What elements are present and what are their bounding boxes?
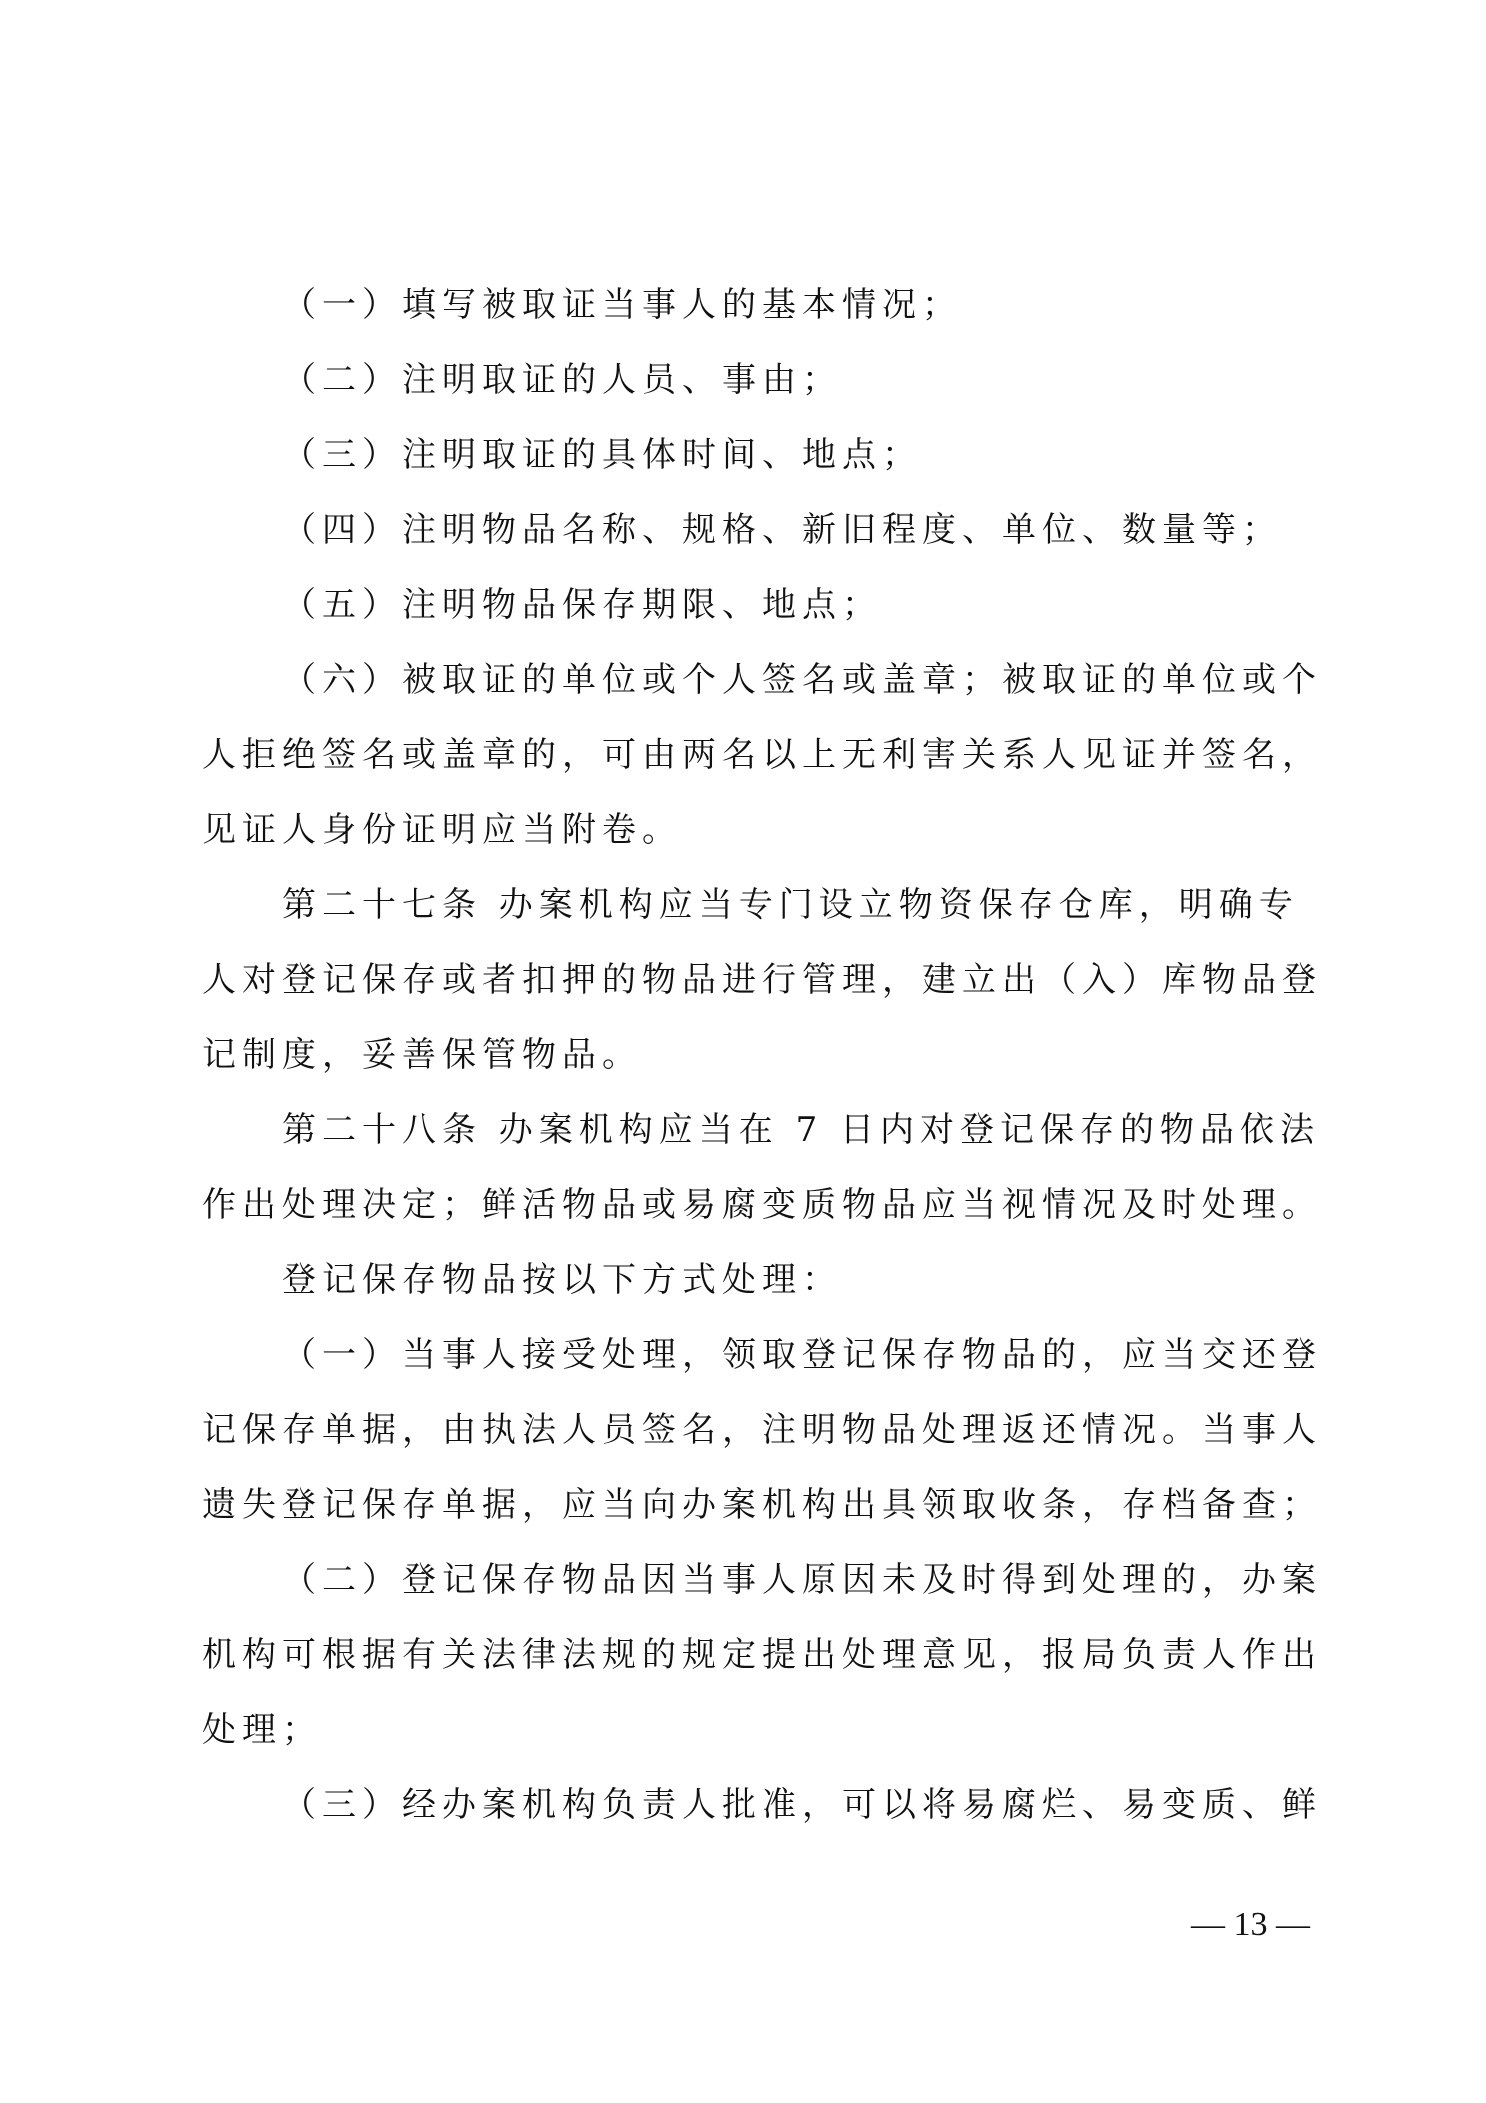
page-number: — 13 — [1191, 1906, 1310, 1943]
text-line: （三）经办案机构负责人批准，可以将易腐烂、易变质、鲜 [282, 1785, 1322, 1825]
text-line: （六）被取证的单位或个人签名或盖章；被取证的单位或个 [282, 660, 1322, 700]
text-line: 记保存单据，由执法人员签名，注明物品处理返还情况。当事人 [202, 1410, 1322, 1450]
text-line: 人对登记保存或者扣押的物品进行管理，建立出（入）库物品登 [202, 960, 1322, 1000]
text-line: 人拒绝签名或盖章的，可由两名以上无利害关系人见证并签名， [202, 735, 1322, 775]
text-line: （一）填写被取证当事人的基本情况； [282, 285, 962, 325]
text-line: （三）注明取证的具体时间、地点； [282, 435, 922, 475]
text-line: 登记保存物品按以下方式处理： [282, 1260, 842, 1300]
text-line: 机构可根据有关法律法规的规定提出处理意见，报局负责人作出 [202, 1635, 1322, 1675]
text-line: （二）注明取证的人员、事由； [282, 360, 842, 400]
text-line: 记制度，妥善保管物品。 [202, 1035, 642, 1075]
text-line: 第二十八条 办案机构应当在 7 日内对登记保存的物品依法 [282, 1110, 1321, 1150]
text-line: 见证人身份证明应当附卷。 [202, 810, 682, 850]
document-body [202, 268, 1322, 1843]
text-line: （二）登记保存物品因当事人原因未及时得到处理的，办案 [282, 1560, 1322, 1600]
text-line: （四）注明物品名称、规格、新旧程度、单位、数量等； [282, 510, 1282, 550]
text-line: 第二十七条 办案机构应当专门设立物资保存仓库，明确专 [282, 885, 1299, 925]
text-line: （一）当事人接受处理，领取登记保存物品的，应当交还登 [282, 1335, 1322, 1375]
text-line: （五）注明物品保存期限、地点； [282, 585, 882, 625]
text-line: 作出处理决定；鲜活物品或易腐变质物品应当视情况及时处理。 [202, 1185, 1322, 1225]
text-line: 遗失登记保存单据，应当向办案机构出具领取收条，存档备查； [202, 1485, 1322, 1525]
text-line: 处理； [202, 1710, 322, 1750]
